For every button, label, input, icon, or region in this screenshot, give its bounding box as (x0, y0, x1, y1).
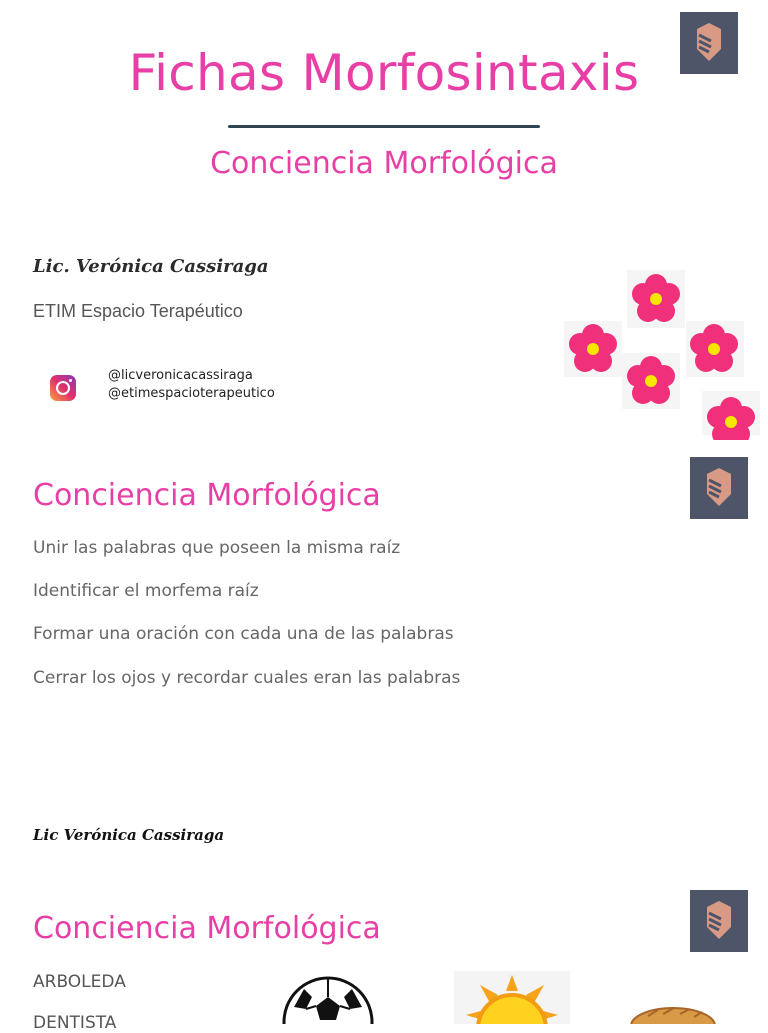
instagram-handle-1: @licveronicacassiraga (108, 368, 253, 383)
title-divider (228, 125, 540, 128)
word-item: DENTISTA (33, 1013, 117, 1033)
instagram-icon (50, 375, 76, 401)
logo-icon (690, 457, 748, 519)
instruction-item: Cerrar los ojos y recordar cuales eran las palabras (33, 668, 461, 688)
page-subtitle: Conciencia Morfológica (210, 146, 558, 181)
logo-icon (690, 890, 748, 952)
signature: Lic Verónica Cassiraga (33, 826, 225, 844)
sun-icon (454, 971, 570, 1024)
organization-name: ETIM Espacio Terapéutico (33, 301, 243, 321)
section-title: Conciencia Morfológica (33, 478, 381, 513)
section-title: Conciencia Morfológica (33, 911, 381, 946)
author-name: Lic. Verónica Cassiraga (33, 256, 269, 277)
instruction-item: Formar una oración con cada una de las palabras (33, 624, 454, 644)
instruction-item: Unir las palabras que poseen la misma raíz (33, 538, 401, 558)
page-title: Fichas Morfosintaxis (128, 44, 640, 102)
word-item: ARBOLEDA (33, 972, 126, 992)
bread-icon (628, 1004, 718, 1024)
logo-icon (680, 12, 738, 74)
soccer-ball-icon (282, 975, 376, 1024)
instruction-item: Identificar el morfema raíz (33, 581, 259, 601)
flowers-illustration (560, 265, 768, 440)
instagram-handle-2: @etimespacioterapeutico (108, 386, 275, 401)
